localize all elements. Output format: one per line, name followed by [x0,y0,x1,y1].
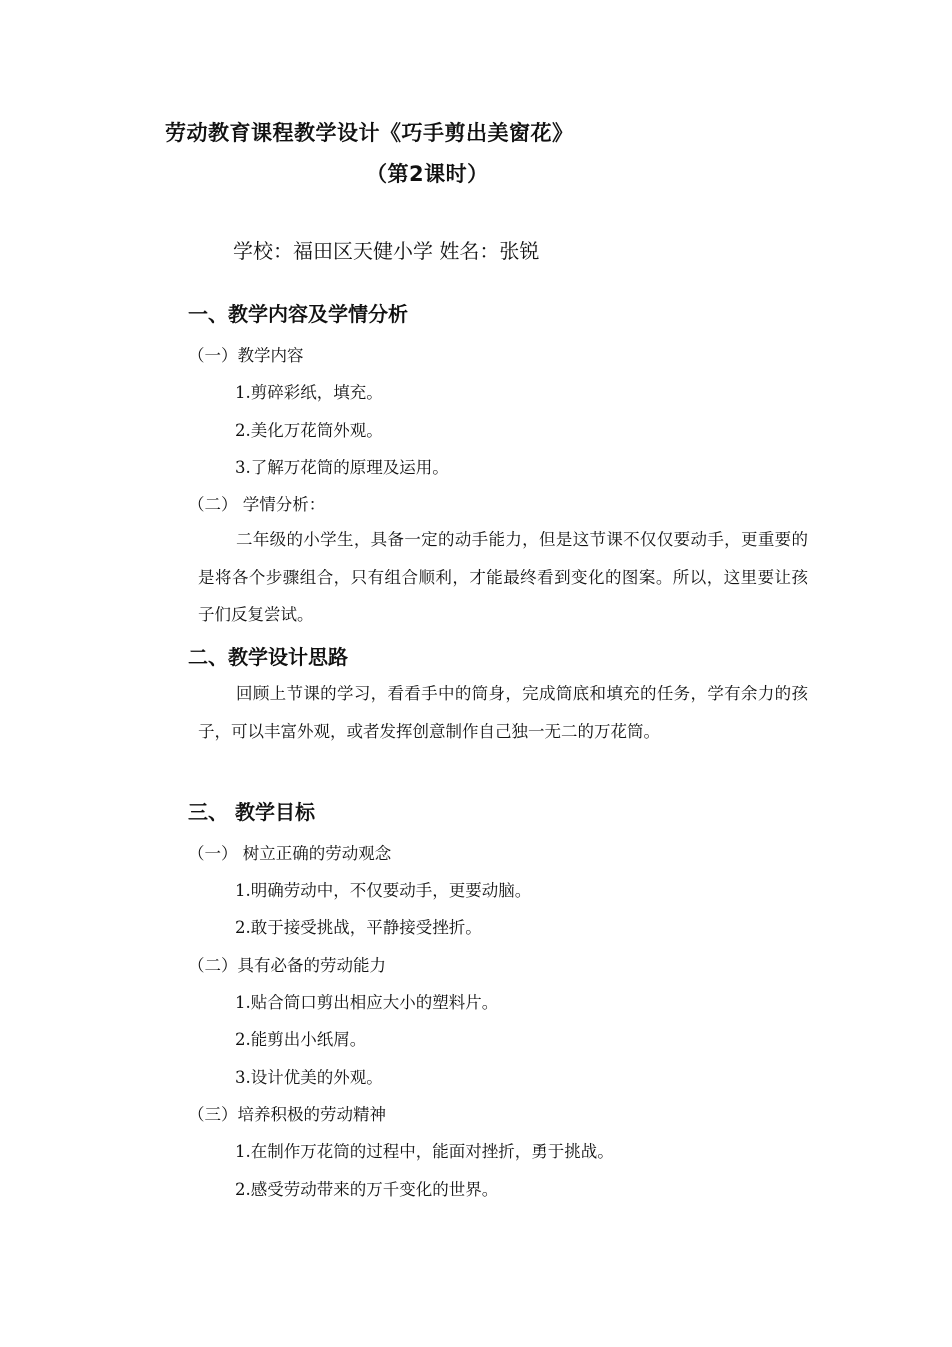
list-item: 1.在制作万花筒的过程中，能面对挫折，勇于挑战。 [235,1142,614,1161]
section-1-sub-2-heading: （二） 学情分析： [188,495,326,514]
list-item: 2.美化万花筒外观。 [235,421,383,440]
author-line: 学校：福田区天健小学 姓名：张锐 [233,239,540,263]
list-item: 1.明确劳动中，不仅要动手，更要动脑。 [235,881,532,900]
design-idea-paragraph: 回顾上节课的学习，看看手中的筒身，完成筒底和填充的任务，学有余力的孩子，可以丰富外观，或者发挥创意制作自己独一无二的万花筒。 [198,684,808,741]
list-item: 2.能剪出小纸屑。 [235,1030,367,1049]
section-1-sub-1-heading: （一）教学内容 [188,346,304,365]
section-3-heading: 三、 教学目标 [188,800,315,824]
list-item: 1.贴合筒口剪出相应大小的塑料片。 [235,993,499,1012]
list-item: 1.剪碎彩纸，填充。 [235,383,383,402]
learner-analysis-paragraph: 二年级的小学生，具备一定的动手能力，但是这节课不仅仅要动手，更重要的是将各个步骤组合，只有组合顺利，才能最终看到变化的图案。所以，这里要让孩子们反复尝试。 [198,530,808,624]
list-item: 3.设计优美的外观。 [235,1068,383,1087]
section-3-sub-3-heading: （三）培养积极的劳动精神 [188,1105,386,1124]
lesson-number: （第2课时） [366,162,489,186]
section-3-sub-2-heading: （二）具有必备的劳动能力 [188,956,386,975]
section-2-heading: 二、教学设计思路 [188,645,348,669]
section-1-heading: 一、教学内容及学情分析 [188,302,408,326]
list-item: 3.了解万花筒的原理及运用。 [235,458,449,477]
section-3-sub-1-heading: （一） 树立正确的劳动观念 [188,844,392,863]
list-item: 2.感受劳动带来的万千变化的世界。 [235,1180,499,1199]
document-title: 劳动教育课程教学设计《巧手剪出美窗花》 [165,121,574,145]
list-item: 2.敢于接受挑战，平静接受挫折。 [235,918,482,937]
